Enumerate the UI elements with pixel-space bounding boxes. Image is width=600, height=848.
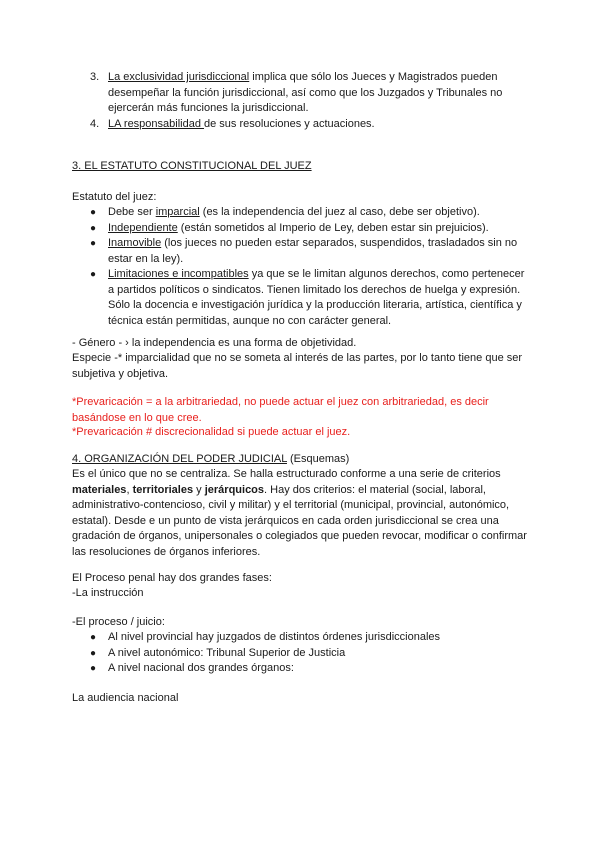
list-item: ● A nivel nacional dos grandes órganos: bbox=[72, 661, 528, 677]
bullet-term: Limitaciones e incompatibles bbox=[108, 268, 249, 280]
especie-line: Especie -* imparcialidad que no se someta al interés de las partes, por lo tanto tiene que ser subjetiva y objetiva. bbox=[72, 352, 523, 380]
section4-heading-suffix: (Esquemas) bbox=[286, 453, 350, 465]
list-term: LA responsabilidad bbox=[108, 117, 205, 130]
bullet-term: Independiente bbox=[108, 221, 178, 234]
list-item: ● Independiente (están sometidos al Imperio de Ley, deben estar sin prejuicios). bbox=[72, 221, 528, 237]
list-item: ● A nivel autonómico: Tribunal Superior de Justicia bbox=[72, 646, 528, 662]
bullet-icon: ● bbox=[90, 663, 97, 674]
list-number: 4. bbox=[90, 117, 100, 130]
bold-term: materiales bbox=[72, 483, 127, 496]
bullet-icon: ● bbox=[90, 647, 97, 659]
bullet-icon: ● bbox=[90, 632, 97, 643]
proceso-line: El Proceso penal hay dos grandes fases: bbox=[72, 572, 272, 584]
bullet-term: Inamovible bbox=[108, 237, 162, 249]
list-text: de sus resoluciones y actuaciones. bbox=[204, 117, 375, 130]
list-item bbox=[72, 70, 528, 117]
juicio-line: -El proceso / juicio: bbox=[72, 616, 165, 628]
prevaricacion-note-2: *Prevaricación # discrecionalidad si puede actuar el juez. bbox=[72, 426, 351, 438]
bullet-term: imparcial bbox=[155, 206, 200, 218]
audiencia-line: La audiencia nacional bbox=[72, 692, 179, 704]
list-item: ● Limitaciones e incompatibles ya que se le limitan algunos derechos, como pertenecer a partidos políticos o sindicatos. Tienen limitado los derechos de huelga y expresión. Sólo la docencia e investigación jurídica y la producción literaria, artística, científica y técnica están permitidas, aunque no con carácter general. bbox=[90, 268, 525, 327]
genero-line: - Género - › la independencia es una forma de objetividad. bbox=[72, 337, 357, 349]
list-item: ● Debe ser imparcial (es la independencia del juez al caso, debe ser objetivo). bbox=[72, 205, 528, 221]
list-term: La exclusividad jurisdiccional bbox=[108, 71, 250, 83]
prevaricacion-note-1: *Prevaricación = a la arbitrariedad, no puede actuar el juez con arbitrariedad, es decir basándose en lo que cree. bbox=[72, 396, 489, 424]
bullet-icon: ● bbox=[90, 238, 97, 249]
section3-bullets bbox=[72, 205, 528, 329]
bold-term: jerárquicos bbox=[204, 483, 265, 496]
section4-heading-line bbox=[72, 452, 528, 468]
list-item: ● Al nivel provincial hay juzgados de distintos órdenes jurisdiccionales bbox=[72, 630, 528, 646]
bullet-icon: ● bbox=[90, 222, 97, 234]
instruccion-line: -La instrucción bbox=[72, 587, 144, 599]
list-number: 3. bbox=[90, 71, 100, 83]
bullet-icon: ● bbox=[90, 269, 97, 280]
section3-heading: 3. EL ESTATUTO CONSTITUCIONAL DEL JUEZ bbox=[72, 160, 312, 172]
bold-term: territoriales bbox=[132, 483, 194, 496]
list-item bbox=[72, 117, 528, 133]
section3-intro: Estatuto del juez: bbox=[72, 191, 157, 203]
section4-paragraph: Es el único que no se centraliza. Se halla estructurado conforme a una serie de criterios materiales, territoriales y jerárquicos. Hay dos criterios: el material (social, laboral, administrativo-contencioso, civil y militar) y el territorial (municipal, provincial, autonómico, estatal). Desde e un punto de vista jerárquicos en cada orden jurisdiccional se crea una gradación de órganos, unipersonales o colegiados que pueden revocar, modificar o confirmar las resoluciones de órganos inferiores. bbox=[72, 468, 527, 558]
numbered-list bbox=[72, 70, 528, 132]
bullet-icon: ● bbox=[90, 207, 97, 218]
section4-heading: 4. ORGANIZACIÓN DEL PODER JUDICIAL bbox=[72, 453, 287, 465]
section4-bullets bbox=[72, 630, 528, 677]
list-text: implica que sólo los Jueces y Magistrados pueden desempeñar la función jurisdiccional, así como que los Juzgados y Tribunales no ejercerán más funciones la jurisdiccional. bbox=[108, 71, 503, 114]
list-item: ● Inamovible (los jueces no pueden estar separados, suspendidos, trasladados sin no estar en la ley). bbox=[90, 237, 518, 265]
